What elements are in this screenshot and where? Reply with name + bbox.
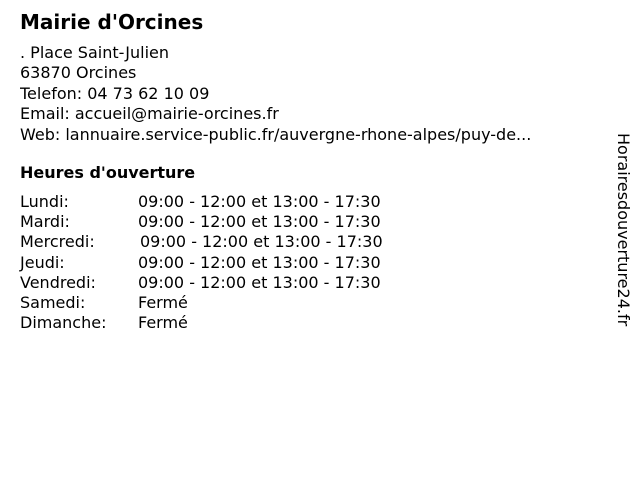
phone-line: Telefon: 04 73 62 10 09: [20, 83, 210, 103]
day-hours: 09:00 - 12:00 et 13:00 - 17:30: [140, 232, 383, 252]
place-card: [20, 9, 595, 333]
day-label: Samedi:: [20, 292, 86, 312]
hours-table: [20, 192, 595, 333]
day-hours: Fermé: [138, 292, 188, 312]
web-line: Web: lannuaire.service-public.fr/auvergne-rhone-alpes/puy-de...: [20, 124, 532, 144]
day-hours: 09:00 - 12:00 et 13:00 - 17:30: [138, 192, 381, 212]
day-hours: 09:00 - 12:00 et 13:00 - 17:30: [138, 252, 381, 272]
day-label: Vendredi:: [20, 272, 96, 292]
day-label: Lundi:: [20, 192, 69, 212]
hours-heading: Heures d'ouverture: [20, 163, 196, 183]
hours-row-mardi: [20, 212, 595, 232]
day-hours: 09:00 - 12:00 et 13:00 - 17:30: [138, 212, 381, 232]
address-street: . Place Saint-Julien: [20, 43, 170, 62]
day-label: Dimanche:: [20, 313, 107, 333]
place-title: Mairie d'Orcines: [20, 10, 204, 34]
day-label: Mercredi:: [20, 232, 95, 252]
day-hours: Fermé: [138, 313, 188, 333]
hours-row-samedi: [20, 293, 595, 313]
address-city: 63870 Orcines: [20, 63, 137, 83]
day-label: Jeudi:: [20, 252, 65, 272]
hours-row-vendredi: [20, 273, 595, 293]
watermark: [609, 133, 639, 373]
email-line: Email: accueil@mairie-orcines.fr: [20, 104, 279, 124]
hours-row-dimanche: [20, 313, 595, 333]
watermark-text: Horairesdouverture24.fr: [614, 133, 633, 327]
contact-block: [20, 43, 595, 145]
hours-row-mercredi: [20, 232, 595, 252]
hours-row-jeudi: [20, 253, 595, 273]
hours-row-lundi: [20, 192, 595, 212]
day-label: Mardi:: [20, 212, 70, 232]
day-hours: 09:00 - 12:00 et 13:00 - 17:30: [138, 272, 381, 292]
